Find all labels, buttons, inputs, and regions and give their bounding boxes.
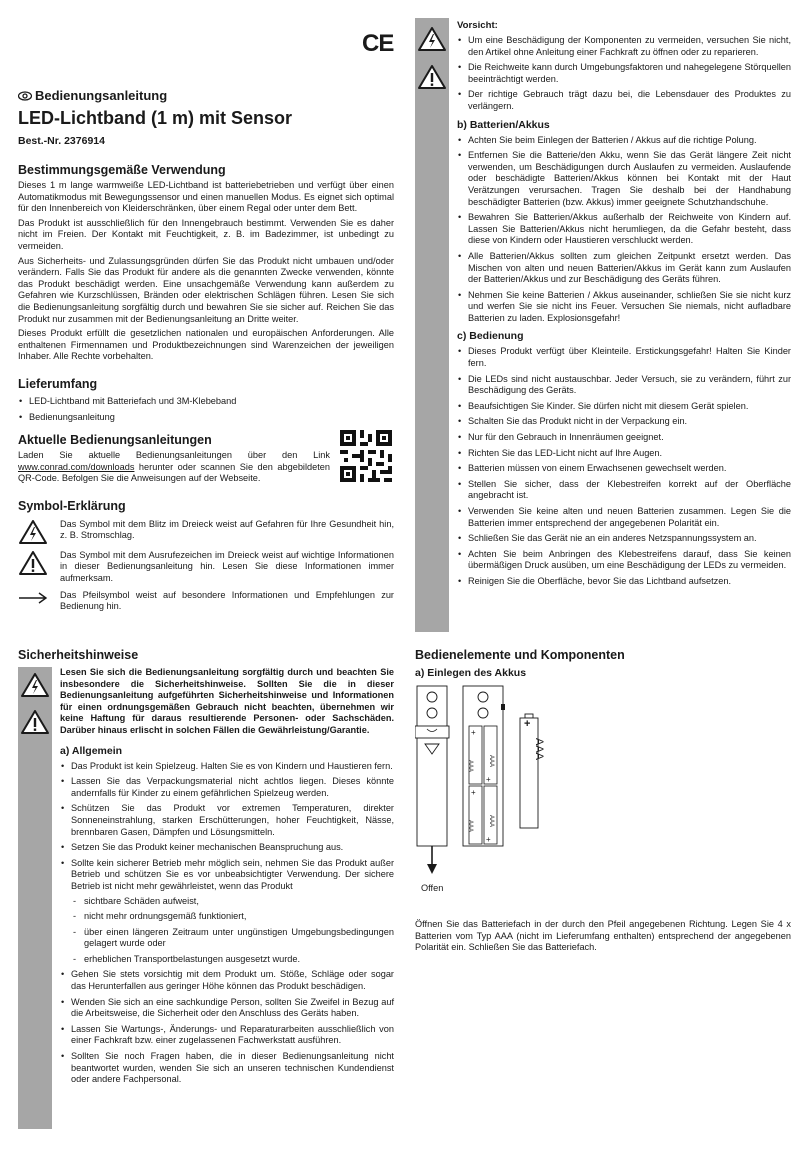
intended-use-p3: Aus Sicherheits- und Zulassungsgründen dürfen Sie das Produkt nicht umbauen und/oder verändern. Falls Sie das Produkt für andere als die genannten Zwecke verwenden, könnte das Produkt beschädigt werden. Eine unsachgemäße Verwendung kann außerdem zu Gefahren wie Kurzschlüssen, Bränden oder elektrischen Schlägen führen. Lesen Sie sich die Bedienungsanleitung sorgfältig durch und bewahren Sie sie sicher auf. Reichen Sie das Produkt nur zusammen mit der Bedienungsanleitung an Dritte weiter. — [18, 255, 394, 324]
open-label: Offen — [421, 883, 444, 893]
qr-code-icon — [340, 430, 392, 482]
general-sub-item: - erheblichen Transportbelastungen ausgesetzt wurde. — [71, 954, 394, 966]
general-sub-item: - über einen längeren Zeitraum unter ungünstigen Umgebungsbedingungen gelagert wurde oder — [71, 927, 394, 950]
exclamation-warning-icon — [417, 64, 447, 90]
battery-item: • Achten Sie beim Einlegen der Batterien / Akkus auf die richtige Polung. — [457, 135, 791, 147]
general-item: • Lassen Sie Wartungs-, Änderungs- und Reparaturarbeiten ausschließlich von einer Fachkraft bzw. einer zugelassenen Fachwerkstatt ausführen. — [60, 1024, 394, 1047]
arrow-right-icon — [18, 590, 48, 606]
eye-icon — [18, 91, 32, 101]
scope-item: • Bedienungsanleitung — [18, 412, 394, 424]
operation-item: • Stellen Sie sicher, dass der Klebestreifen korrekt auf der Oberfläche angebracht ist. — [457, 479, 791, 502]
lightning-warning-icon — [417, 26, 447, 52]
battery-cell-label: AAA — [467, 820, 473, 833]
general-item: • Sollte kein sicherer Betrieb mehr möglich sein, nehmen Sie das Produkt außer Betrieb und schützen Sie es vor unbeabsichtigter Verwendung. Der sichere Betrieb ist nicht mehr gewährleistet, wenn das Produkt - sichtbare Schäden aufweist, - nicht mehr ordnungsgemäß funktioniert, - über einen längeren Zeitraum unter ungünstigen Umgebungsbedingungen gelagert wurde oder - erheblichen Transportbelastungen ausgesetzt wurde. — [60, 858, 394, 966]
aaa-battery-plus: + — [524, 718, 531, 730]
lightning-warning-icon — [20, 672, 50, 698]
general-item: • Setzen Sie das Produkt keiner mechanischen Beanspruchung aus. — [60, 842, 394, 854]
lightning-warning-icon — [18, 519, 48, 545]
symbol-lightning-text: Das Symbol mit dem Blitz im Dreieck weist auf Gefahren für Ihre Gesundheit hin, z. B. Stromschlag. — [60, 518, 394, 541]
battery-item: • Bewahren Sie Batterien/Akkus außerhalb der Reichweite von Kindern auf. Lassen Sie Batterien/Akkus nicht herumliegen, da die Gefahr besteht, dass diese von Kindern oder Haustieren verschluckt werden. — [457, 212, 791, 247]
exclamation-warning-icon — [18, 550, 48, 576]
caution-heading: Vorsicht: — [457, 20, 498, 31]
symbol-exclamation-text: Das Symbol mit dem Ausrufezeichen im Dreieck weist auf wichtige Informationen in dieser Bedienungsanleitung hin. Lesen Sie diese Informationen immer aufmerksam. — [60, 549, 394, 584]
scope-item: • LED-Lichtband mit Batteriefach und 3M-Klebeband — [18, 396, 394, 408]
batteries-heading: b) Batterien/Akkus — [457, 118, 550, 131]
general-item: • Gehen Sie stets vorsichtig mit dem Produkt um. Stöße, Schläge oder sogar das Herunterfallen aus geringer Höhe können das Produkt beschädigen. — [60, 969, 394, 992]
battery-cell-plus: + — [486, 835, 491, 844]
operation-heading: c) Bedienung — [457, 330, 524, 343]
components-heading: Bedienelemente und Komponenten — [415, 648, 625, 662]
symbols-heading: Symbol-Erklärung — [18, 498, 126, 513]
scope-heading: Lieferumfang — [18, 376, 98, 391]
battery-item: • Alle Batterien/Akkus sollten zum gleichen Zeitpunkt ersetzt werden. Das Mischen von alten und neuen Batterien/Akkus im Gerät kann zum Auslaufen der Batterien/Akkus und zur Beschädigung des Geräts führen. — [457, 251, 791, 286]
manuals-text: Laden Sie aktuelle Bedienungsanleitungen über den Link www.conrad.com/downloads herunter oder scannen Sie den abgebildeten QR-Code. Befolgen Sie die Anweisungen auf der Webseite. — [18, 450, 330, 484]
exclamation-warning-icon — [20, 709, 50, 735]
manuals-heading: Aktuelle Bedienungsanleitungen — [18, 433, 212, 448]
manual-label: Bedienungsanleitung — [35, 88, 168, 103]
general-sub-item: - sichtbare Schäden aufweist, — [71, 896, 394, 908]
ce-mark: CE — [362, 30, 394, 57]
caution-item: • Die Reichweite kann durch Umgebungsfaktoren und nahegelegene Störquellen beeinträchtigt werden. — [457, 62, 791, 85]
operation-item: • Verwenden Sie keine alten und neuen Batterien zusammen. Legen Sie die Batterien immer entsprechend der angegebenen Polarität ein. — [457, 506, 791, 529]
battery-item: • Entfernen Sie die Batterie/den Akku, wenn Sie das Gerät längere Zeit nicht verwenden, um Beschädigungen durch Auslaufen zu vermeiden. Auslaufende oder beschädigte Batterien/Akkus können bei Kontakt mit der Haut Verätzungen verursachen. Tragen Sie deshalb bei der Handhabung beschädigter Batterien (bzw. Akkus) immer geeignete Schutzhandschuhe. — [457, 150, 791, 208]
manual-label-row — [18, 88, 167, 103]
symbol-arrow-text: Das Pfeilsymbol weist auf besondere Informationen und Empfehlungen zur Bedienung hin. — [60, 589, 394, 612]
safety-warning-bar — [18, 667, 52, 1129]
caution-item: • Der richtige Gebrauch trägt dazu bei, die Lebensdauer des Produktes zu verlängern. — [457, 89, 791, 112]
battery-cell-plus: + — [486, 775, 491, 784]
battery-cell-label: AAA — [488, 815, 494, 828]
general-item: • Wenden Sie sich an eine sachkundige Person, sollten Sie Zweifel in Bezug auf die Arbeitsweise, die Sicherheit oder den Anschluss des Geräts haben. — [60, 997, 394, 1020]
operation-item: • Richten Sie das LED-Licht nicht auf Ihre Augen. — [457, 448, 791, 460]
safety-heading: Sicherheitshinweise — [18, 648, 139, 662]
caution-warning-bar — [415, 18, 449, 632]
battery-compartment-open-diagram — [461, 684, 521, 864]
intended-use-p4: Dieses Produkt erfüllt die gesetzlichen nationalen und europäischen Anforderungen. Alle enthaltenen Firmennamen und Produktbezeichnungen sind Warenzeichen der jeweiligen Inhaber. Alle Rechte vorbehalten. — [18, 328, 394, 362]
operation-item: • Schließen Sie das Gerät nie an ein anderes Netzspannungssystem an. — [457, 533, 791, 545]
general-item: • Lassen Sie das Verpackungsmaterial nicht achtlos liegen. Dieses könnte andernfalls für Kinder zu einem gefährlichen Spielzeug werden. — [60, 776, 394, 799]
intended-use-p2: Das Produkt ist ausschließlich für den Innengebrauch bestimmt. Verwenden Sie es daher nicht im Freien. Der Kontakt mit Feuchtigkeit, z. B. im Badezimmer, ist unbedingt zu vermeiden. — [18, 217, 394, 251]
general-item: • Sollten Sie noch Fragen haben, die in dieser Bedienungsanleitung nicht beantwortet wurden, wenden Sie sich an unseren technischen Kundendienst oder andere Fachpersonal. — [60, 1051, 394, 1086]
caution-item: • Um eine Beschädigung der Komponenten zu vermeiden, versuchen Sie nicht, den Artikel ohne Anleitung einer Fachkraft zu öffnen oder zu reparieren. — [457, 35, 791, 58]
general-item: • Schützen Sie das Produkt vor extremen Temperaturen, direkter Sonneneinstrahlung, starken Erschütterungen, hoher Feuchtigkeit, Nässe, brennbaren Gasen, Dämpfen und Lösungsmitteln. — [60, 803, 394, 838]
operation-item: • Dieses Produkt verfügt über Kleinteile. Erstickungsgefahr! Halten Sie Kinder fern. — [457, 346, 791, 369]
battery-cell-plus: + — [471, 728, 476, 737]
operation-item: • Die LEDs sind nicht austauschbar. Jeder Versuch, sie zu verändern, führt zur Beschädigung des Geräts. — [457, 374, 791, 397]
battery-cell-plus: + — [471, 788, 476, 797]
battery-item: • Nehmen Sie keine Batterien / Akkus auseinander, schließen Sie sie nicht kurz und werfen Sie sie nicht ins Feuer. Versuchen Sie niemals, nicht aufladbare Batterien zu laden. Explosionsgefahr! — [457, 290, 791, 325]
general-sub-item: - nicht mehr ordnungsgemäß funktioniert, — [71, 911, 394, 923]
intended-use-p1: Dieses 1 m lange warmweiße LED-Lichtband ist batteriebetrieben und verfügt über einen Automatikmodus mit Bewegungssensor und einen manuellen Modus. Es eignet sich optimal für den Innenbereich von Kleiderschränken, über einem Regal oder unter dem Bett. — [18, 180, 394, 214]
insert-battery-text: Öffnen Sie das Batteriefach in der durch den Pfeil angegebenen Richtung. Legen Sie 4 x Batterien vom Typ AAA (nicht im Lieferumfang enthalten) entsprechend der angegebenen Polarität ein. Schließen Sie das Batteriefach. — [415, 919, 791, 953]
operation-item: • Achten Sie beim Anbringen des Klebestreifens darauf, dass Sie keinen übermäßigen Druck ausüben, um eine Beschädigung der LEDs zu vermeiden. — [457, 549, 791, 572]
intended-use-heading: Bestimmungsgemäße Verwendung — [18, 163, 226, 177]
downloads-link[interactable]: www.conrad.com/downloads — [18, 461, 135, 472]
operation-item: • Schalten Sie das Produkt nicht in der Verpackung ein. — [457, 416, 791, 428]
safety-intro: Lesen Sie sich die Bedienungsanleitung sorgfältig durch und beachten Sie insbesondere die Sicherheitshinweise. Sollten Sie die in dieser Bedienungsanleitung aufgeführten Sicherheitshinweise und Informationen für einen ordnungsgemäßen Gebrauch nicht beachten, übernehmen wir keine Haftung für daraus resultierende Personen- oder Sachschäden. Darüber hinaus erlischt in solchen Fällen die Gewährleistung/Garantie. — [60, 667, 394, 735]
operation-item: • Reinigen Sie die Oberfläche, bevor Sie das Lichtband aufsetzen. — [457, 576, 791, 588]
operation-item: • Beaufsichtigen Sie Kinder. Sie dürfen nicht mit diesem Gerät spielen. — [457, 401, 791, 413]
operation-item: • Nur für den Gebrauch in Innenräumen geeignet. — [457, 432, 791, 444]
battery-cell-label: AAA — [467, 760, 473, 773]
page-title: LED-Lichtband (1 m) mit Sensor — [18, 108, 293, 128]
general-heading: a) Allgemein — [60, 744, 123, 757]
battery-cell-label: AAA — [488, 755, 494, 768]
order-number: Best.-Nr. 2376914 — [18, 135, 105, 147]
aaa-battery-icon — [515, 712, 545, 832]
general-item: • Das Produkt ist kein Spielzeug. Halten Sie es von Kindern und Haustieren fern. — [60, 761, 394, 773]
operation-item: • Batterien müssen von einem Erwachsenen gewechselt werden. — [457, 463, 791, 475]
aaa-battery-label: AAA — [533, 738, 545, 761]
insert-battery-heading: a) Einlegen des Akkus — [415, 667, 527, 679]
